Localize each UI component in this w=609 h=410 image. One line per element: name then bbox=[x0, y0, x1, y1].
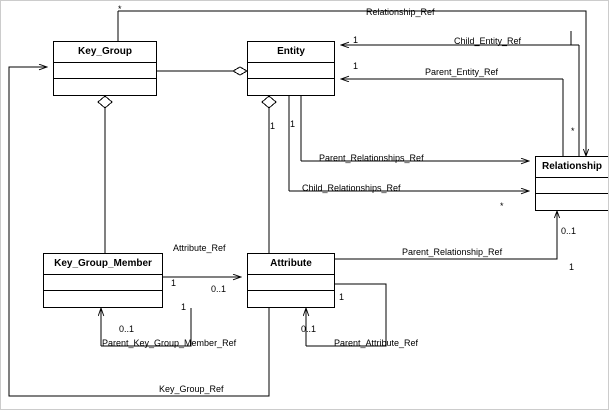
class-relationship-title: Relationship bbox=[536, 157, 608, 178]
edge-label-parent-relationships-ref: Parent_Relationships_Ref bbox=[319, 153, 424, 163]
edge-label-child-entity-ref: Child_Entity_Ref bbox=[454, 36, 522, 46]
edge-label-parent-key-group-member-ref: Parent_Key_Group_Member_Ref bbox=[102, 338, 237, 348]
class-key-group-member-title: Key_Group_Member bbox=[44, 254, 162, 275]
multiplicity-label: 0..1 bbox=[211, 284, 227, 294]
multiplicity-label: 1 bbox=[339, 292, 345, 302]
edge-label-relationship-ref: Relationship_Ref bbox=[366, 7, 435, 17]
edge-label-parent-attribute-ref: Parent_Attribute_Ref bbox=[334, 338, 419, 348]
class-attribute-attributes bbox=[248, 275, 334, 291]
edge-label-attribute-ref: Attribute_Ref bbox=[173, 243, 226, 253]
class-key-group-member-operations bbox=[44, 291, 162, 307]
multiplicity-label: 0..1 bbox=[301, 324, 317, 334]
class-key-group-attributes bbox=[54, 63, 156, 79]
multiplicity-label: 1 bbox=[290, 119, 296, 129]
multiplicity-label: 1 bbox=[353, 35, 359, 45]
class-entity-title: Entity bbox=[248, 42, 334, 63]
class-relationship-operations bbox=[536, 194, 608, 210]
edge-label-parent-relationship-ref: Parent_Relationship_Ref bbox=[402, 247, 503, 257]
class-entity[interactable] bbox=[247, 41, 335, 96]
class-attribute-operations bbox=[248, 291, 334, 307]
multiplicity-label: 1 bbox=[181, 302, 187, 312]
multiplicity-label: 1 bbox=[171, 278, 177, 288]
multiplicity-label: * bbox=[500, 201, 504, 211]
class-key-group-member[interactable] bbox=[43, 253, 163, 308]
edge-label-parent-entity-ref: Parent_Entity_Ref bbox=[425, 67, 499, 77]
edge-label-key-group-ref: Key_Group_Ref bbox=[159, 384, 224, 394]
multiplicity-label: 1 bbox=[270, 121, 276, 131]
class-key-group[interactable] bbox=[53, 41, 157, 96]
class-key-group-member-attributes bbox=[44, 275, 162, 291]
class-key-group-operations bbox=[54, 79, 156, 95]
multiplicity-label: * bbox=[118, 4, 122, 14]
class-entity-attributes bbox=[248, 63, 334, 79]
class-key-group-title: Key_Group bbox=[54, 42, 156, 63]
class-attribute-title: Attribute bbox=[248, 254, 334, 275]
multiplicity-label: * bbox=[571, 126, 575, 136]
multiplicity-label: 0..1 bbox=[119, 324, 135, 334]
class-relationship[interactable] bbox=[535, 156, 609, 211]
edge-label-child-relationships-ref: Child_Relationships_Ref bbox=[302, 183, 401, 193]
multiplicity-label: 1 bbox=[353, 61, 359, 71]
multiplicity-label: 0..1 bbox=[561, 226, 577, 236]
class-relationship-attributes bbox=[536, 178, 608, 194]
class-entity-operations bbox=[248, 79, 334, 95]
class-attribute[interactable] bbox=[247, 253, 335, 308]
multiplicity-label: 1 bbox=[569, 262, 575, 272]
